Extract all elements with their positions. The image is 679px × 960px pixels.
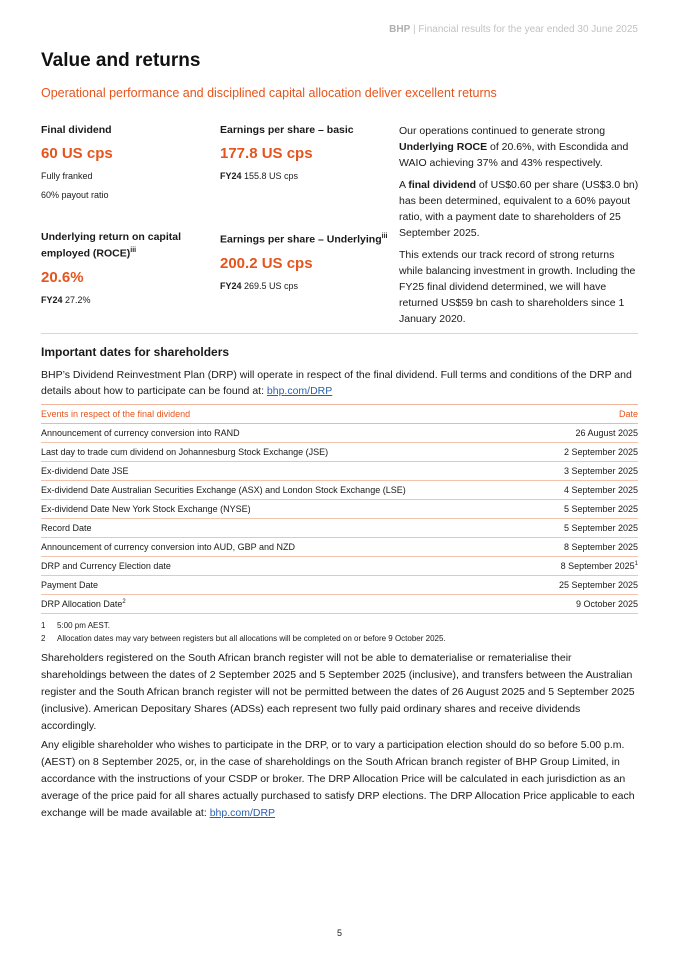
metric-value: 20.6% [41,268,84,286]
event-cell: Announcement of currency conversion into AUD, GBP and NZD [41,538,532,557]
column-header-date: Date [532,405,638,424]
section-divider [41,333,638,334]
footnote-ref: 2 [122,599,126,605]
table-row [41,519,638,538]
footnote [41,632,446,645]
metric-value: 200.2 US cps [220,254,313,272]
date-cell [532,424,638,443]
metric-label-text: Underlying return on capital employed (ROCE) [41,231,182,260]
date-text: 8 September 2025 [560,561,635,571]
prior-value: 27.2% [62,294,91,305]
date-text: 25 September 2025 [558,580,638,590]
drp-intro-text: BHP’s Dividend Reinvestment Plan (DRP) will operate in respect of the final dividend. Full terms and conditions of the DRP and details about how to participate can be found at: [41,369,632,397]
footnote-number: 2 [41,634,46,643]
event-cell: Payment Date [41,576,532,595]
date-text: 2 September 2025 [563,447,638,457]
date-cell [532,538,638,557]
drp-link[interactable]: bhp.com/DRP [266,385,333,397]
table-row [41,462,638,481]
table-row [41,557,638,576]
metric-label-text: Earnings per share – Underlying [220,233,382,246]
header-separator: | [410,24,419,35]
metric-eps-underlying [220,230,395,291]
prior-label: FY24 [41,294,63,305]
prior-value: 155.8 US cps [241,171,299,181]
dividend-events-table [41,404,638,614]
intro-paragraph [399,123,639,171]
date-text: 5 September 2025 [563,523,638,533]
metric-value: 60 US cps [41,145,113,162]
running-header [389,24,638,35]
date-cell [532,576,638,595]
intro-text-run: A [399,179,409,191]
page-title: Value and returns [41,50,201,71]
date-cell [532,595,638,614]
date-cell [532,500,638,519]
date-text: 3 September 2025 [563,466,638,476]
intro-paragraph: This extends our track record of strong returns while balancing investment in growth. Including the FY25 final dividend determined, we will have returned US$59 bn cash to shareholders since 1 January 2020. [399,249,636,325]
date-text: 5 September 2025 [563,504,638,514]
date-cell [532,519,638,538]
footnote-text: 5:00 pm AEST. [57,621,110,630]
intro-text-run: Our operations continued to generate strong [399,125,606,137]
event-text: DRP Allocation Date [41,599,123,609]
footnotes [41,619,446,645]
prior-value: 269.5 US cps [241,280,299,291]
drp-intro [41,367,638,399]
date-cell [532,481,638,500]
table-row [41,481,638,500]
metric-eps-basic [220,123,390,181]
metric-label [41,230,201,261]
date-text: 26 August 2025 [575,428,638,438]
drp-link[interactable]: bhp.com/DRP [209,807,276,819]
page-subtitle: Operational performance and disciplined capital allocation deliver excellent returns [41,86,497,100]
metric-prior [41,295,201,305]
body-paragraph: Shareholders registered on the South African branch register will not be able to dematerialise or rematerialise their shareholdings between the dates of 2 September 2025 and 5 September 2025 (inclusive), and transfers between the Australian register and the South African branch register will not be permitted between the dates of 26 August 2025 and 5 September 2025 (inclusive). American Depositary Shares (ADSs) each represent two fully paid ordinary shares and receive dividends accordingly. [41,652,635,732]
metric-value: 177.8 US cps [220,145,313,162]
metric-label-sup: iii [130,247,137,254]
prior-label: FY24 [220,171,242,181]
metric-roce [41,230,201,305]
table-row [41,576,638,595]
intro-text-run: of US$0.60 per share (US$3.0 bn) has been determined, equivalent to a 60% payout ratio, with a payment date to shareholders of 25 September 2025. [399,179,639,239]
header-title: Financial results for the year ended 30 June 2025 [418,24,638,35]
intro-emphasis: Underlying ROCE [399,141,488,153]
section-heading: Important dates for shareholders [41,345,230,359]
date-text: 4 September 2025 [563,485,638,495]
metric-label: Final dividend [41,124,112,136]
footnote-text: Allocation dates may vary between registers but all allocations will be completed on or before 9 October 2025. [57,634,446,643]
event-cell: Record Date [41,519,532,538]
footnote [41,619,446,632]
intro-text [399,123,639,333]
footnote-ref: 1 [634,561,638,567]
table-row [41,443,638,462]
metric-note: Fully franked [41,171,93,181]
event-cell: DRP and Currency Election date [41,557,532,576]
date-cell [532,462,638,481]
intro-paragraph [399,177,639,241]
date-cell [532,443,638,462]
date-text: 8 September 2025 [563,542,638,552]
table-header-row [41,405,638,424]
date-cell [532,557,638,576]
table-row [41,500,638,519]
metric-prior [220,171,390,181]
column-header-event: Events in respect of the final dividend [41,405,532,424]
event-cell [41,595,532,614]
metric-label-sup: iii [381,233,388,240]
event-cell: Last day to trade cum dividend on Johannesburg Stock Exchange (JSE) [41,443,532,462]
event-cell: Ex-dividend Date Australian Securities Exchange (ASX) and London Stock Exchange (LSE) [41,481,532,500]
intro-emphasis: final dividend [408,179,477,191]
event-cell: Ex-dividend Date New York Stock Exchange (NYSE) [41,500,532,519]
intro-text-run: of 20.6%, with Escondida and WAIO achieving 37% and 43% respectively. [399,141,629,169]
footnote-number: 1 [41,621,46,630]
metric-label [220,230,395,247]
metric-label: Earnings per share – basic [220,124,354,136]
event-cell: Announcement of currency conversion into RAND [41,424,532,443]
event-cell: Ex-dividend Date JSE [41,462,532,481]
table-row [41,595,638,614]
table-row [41,538,638,557]
date-text: 9 October 2025 [575,599,638,609]
page-number: 5 [336,928,342,938]
metric-final-dividend [41,123,211,200]
metric-note: 60% payout ratio [41,190,109,200]
body-paragraph [41,737,638,822]
header-brand: BHP [389,24,411,35]
body-text: Any eligible shareholder who wishes to participate in the DRP, or to vary a participation election should do so before 5.00 p.m. (AEST) on 8 September 2025, or, in the case of shareholdings on the South African branch register of BHP Group Limited, in accordance with the instructions of your CSDP or broker. The DRP Allocation Price will be calculated in each jurisdiction as an average of the price paid for all shares actually purchased to satisfy DRP elections. The DRP Allocation Price applicable to each exchange will be made available at: [41,739,635,819]
table-row [41,424,638,443]
metric-prior [220,281,395,291]
prior-label: FY24 [220,280,242,291]
